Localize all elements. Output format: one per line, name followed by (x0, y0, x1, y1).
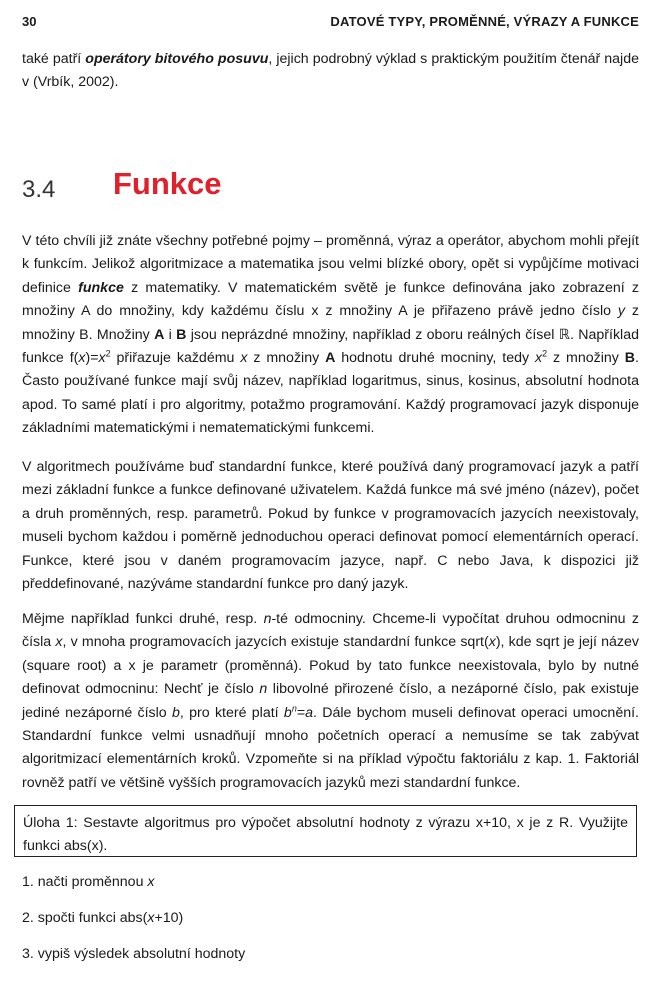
running-title: DATOVÉ TYPY, PROMĚNNÉ, VÝRAZY A FUNKCE (330, 14, 639, 29)
algorithm-step-2: 2. spočti funkci abs(x+10) (22, 910, 184, 926)
section-number: 3.4 (22, 176, 56, 203)
term-bit-shift: operátory bitového posuvu (85, 51, 269, 67)
page-header (22, 14, 639, 34)
paragraph-functions-intro: V této chvíli již znáte všechny potřebné pojmy – proměnná, výraz a operátor, abychom mohli přejít k funkcím. Jelikož algoritmizace a matematika jsou velmi blízké obory, opět si vypůjčíme motivaci definice funkce z matematiky. V matematickém světě je funkce definována jako zobrazení z množiny A do množiny, kdy každému číslu x z množiny A je přiřazeno právě jedno číslo y z množiny B. Množiny A i B jsou neprázdné množiny, například z oboru reálných čísel ℝ. Například funkce $f(x)=x^2$ přiřazuje každému x z množiny A hodnotu druhé mocniny, tedy $x^2$ z množiny B. Často používané funkce mají svůj název, například logaritmus, sinus, kosinus, absolutní hodnota apod. To samé platí i pro algoritmy, potažmo programování. Každý programovací jazyk disponuje základními matematickými i nematematickými funkcemi. (22, 233, 639, 437)
algorithm-step-1: 1. načti proměnnou x (22, 874, 155, 890)
algorithm-step-3: 3. vypiš výsledek absolutní hodnoty (22, 946, 246, 962)
paragraph-intro: také patří operátory bitového posuvu, jejich podrobný výklad s praktickým použitím čtenář najde v (Vrbík, 2002). (22, 51, 639, 91)
paragraph-standard-functions: V algoritmech používáme buď standardní funkce, které používá daný programovací jazyk a patří mezi základní funkce a funkce definované uživatelem. Každá funkce má své jméno (název), počet a druh proměnných, resp. parametrů. Pokud by funkce v programovacích jazycích neexistovaly, museli bychom každou i poměrně jednoduchou operaci definovat pomocí elementárních operací. Funkce, které jsou v daném programovacím jazyce, např. C nebo Java, k dispozici již předdefinované, nazýváme standardní funkce pro daný jazyk. (22, 459, 639, 593)
page-number: 30 (22, 14, 37, 29)
task-box: Úloha 1: Sestavte algoritmus pro výpočet absolutní hodnoty z výrazu x+10, x je z R. Využijte funkci abs(x). (14, 805, 637, 857)
paragraph-root-example: Mějme například funkci druhé, resp. n-té odmocniny. Chceme-li vypočítat druhou odmocninu z čísla x, v mnoha programovacích jazycích existuje standardní funkce sqrt(x), kde sqrt je její název (square root) a x je parametr (proměnná). Pokud by tato funkce neexistovala, bylo by nutné definovat odmocninu: Nechť je číslo n libovolné přirozené číslo, a nezáporné číslo, pak existuje jediné nezáporné číslo b, pro které platí $b^n=a$. Dále bychom museli definovat operaci umocnění. Standardní funkce velmi usnadňují mnoho početních operací a nemusíme se tak zabývat algoritmizací elementárních kroků. Vzpomeňte si na příklad výpočtu faktoriálu z kap. 1. Faktoriál rovněž patří ve většině vyšších programovacích jazyků mezi standardní funkce. (22, 611, 639, 791)
section-title: Funkce (113, 166, 222, 201)
